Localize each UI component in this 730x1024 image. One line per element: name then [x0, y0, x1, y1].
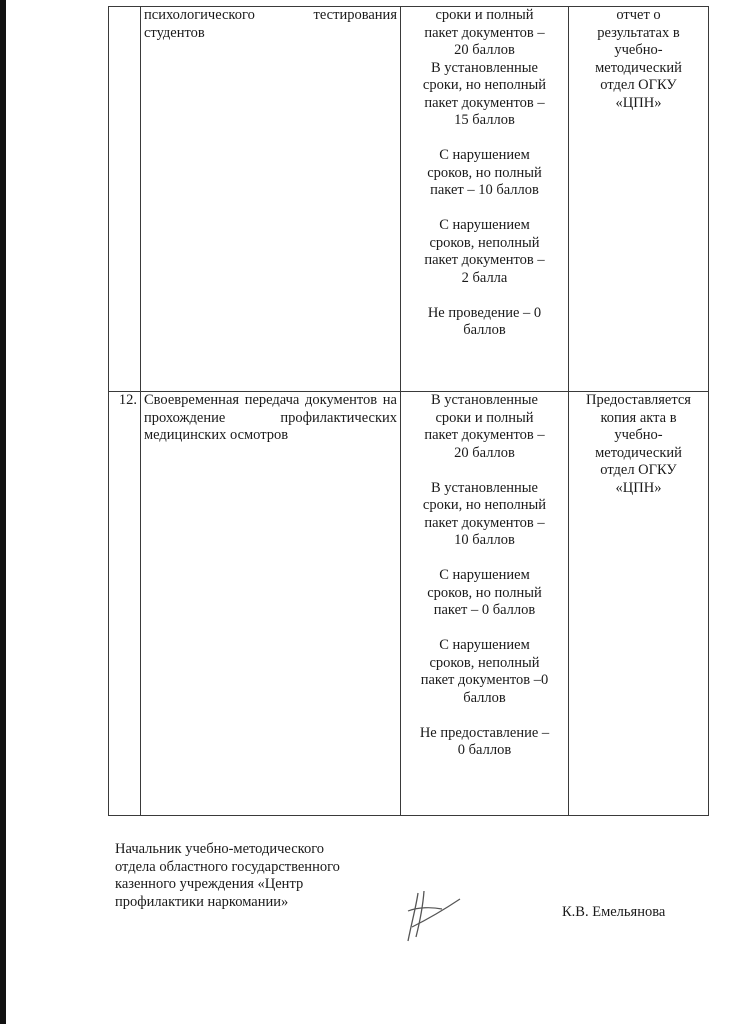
scoring-text: сроки и полный пакет документов – 20 баллов В установленные сроки, но неполный пакет документов – 15 баллов С нарушением сроков, но полный пакет – 10 баллов С нарушением сроков, неполный пакет документов – 2 балла Не проведение – 0 баллов: [401, 7, 569, 392]
criteria-table: [108, 6, 709, 816]
criterion-text: Своевременная передача документов на прохождение профилактических медицинских осмотров: [141, 392, 401, 816]
table-row: [109, 392, 709, 816]
criterion-text: психологического тестирования студентов: [141, 7, 401, 392]
page-left-edge: [0, 0, 6, 1024]
row-number: [109, 7, 141, 392]
report-text: отчет о результатах в учебно- методический отдел ОГКУ «ЦПН»: [569, 7, 709, 392]
table-row: [109, 7, 709, 392]
scoring-text: В установленные сроки и полный пакет документов – 20 баллов В установленные сроки, но неполный пакет документов – 10 баллов С нарушением сроков, но полный пакет – 0 баллов С нарушением сроков, неполный пакет документов –0 баллов Не предоставление – 0 баллов: [401, 392, 569, 816]
handwritten-signature: [398, 885, 462, 947]
signer-name: К.В. Емельянова: [562, 904, 666, 920]
signer-position: Начальник учебно-методического отдела областного государственного казенного учреждения «Центр профилактики наркомании»: [115, 841, 340, 910]
row-number: 12.: [109, 392, 141, 816]
report-text: Предоставляется копия акта в учебно- методический отдел ОГКУ «ЦПН»: [569, 392, 709, 816]
